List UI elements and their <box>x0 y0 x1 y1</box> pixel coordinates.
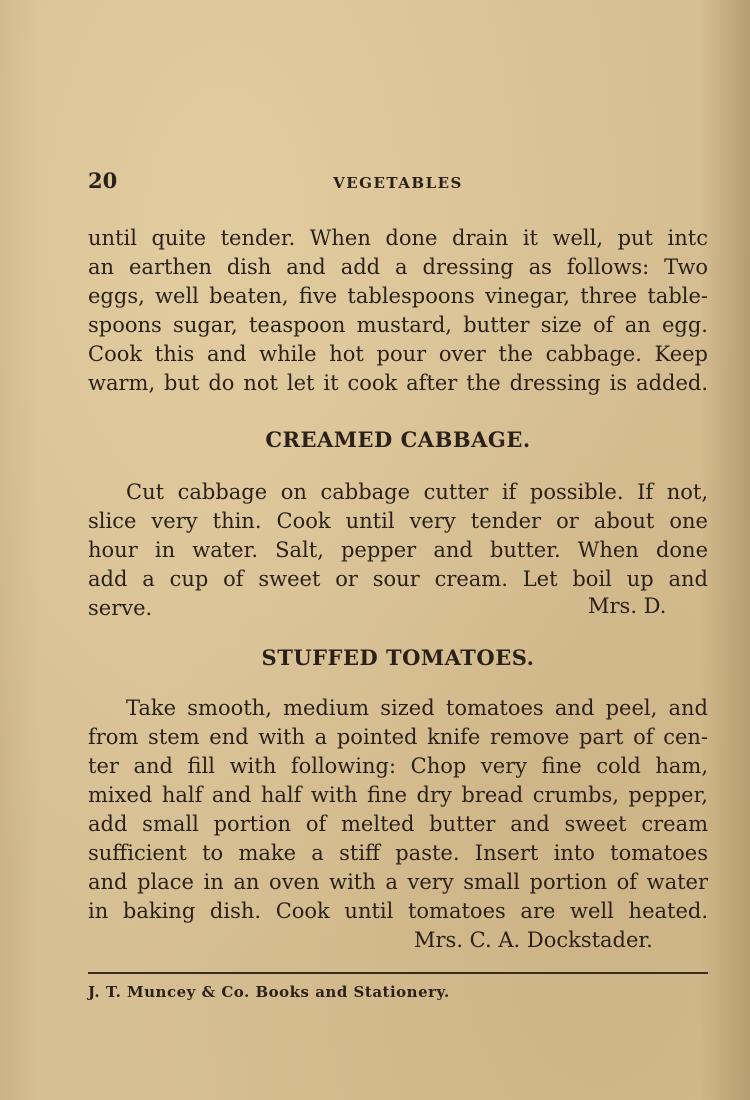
text-line: Cut cabbage on cabbage cutter if possible. If not, <box>126 480 708 504</box>
text-line: slice very thin. Cook until very tender or about one <box>88 509 708 533</box>
text-line: an earthen dish and add a dressing as follows: Two <box>88 255 708 279</box>
text-line: mixed half and half with fine dry bread crumbs, pepper, <box>88 783 708 807</box>
text-line: eggs, well beaten, five tablespoons vinegar, three table- <box>88 284 708 308</box>
text-line: warm, but do not let it cook after the dressing is added. <box>88 371 708 395</box>
footer-divider <box>88 972 708 974</box>
text-line: Take smooth, medium sized tomatoes and peel, and <box>126 696 708 720</box>
text-line: add a cup of sweet or sour cream. Let boil up and <box>88 567 708 591</box>
footer-advertisement: J. T. Muncey & Co. Books and Stationery. <box>88 983 450 1001</box>
running-head: VEGETABLES <box>333 174 463 192</box>
recipe-body-stuffed-tomatoes <box>88 694 708 926</box>
text-line: serve. <box>88 596 153 620</box>
page-header <box>88 168 708 196</box>
text-line: sufficient to make a stiff paste. Insert into tomatoes <box>88 841 708 865</box>
text-line: in baking dish. Cook until tomatoes are well heated. <box>88 899 708 923</box>
recipe-title-creamed-cabbage: CREAMED CABBAGE. <box>265 427 531 452</box>
text-line: ter and fill with following: Chop very fine cold ham, <box>88 754 708 778</box>
text-line: from stem end with a pointed knife remove part of cen- <box>88 725 708 749</box>
page-number: 20 <box>88 168 118 193</box>
signature-dockstader: Mrs. C. A. Dockstader. <box>414 928 653 952</box>
text-line: Cook this and while hot pour over the cabbage. Keep <box>88 342 708 366</box>
text-line: hour in water. Salt, pepper and butter. When done <box>88 538 708 562</box>
intro-paragraph <box>88 224 708 398</box>
text-line: and place in an oven with a very small portion of water <box>88 870 708 894</box>
signature-mrs-d: Mrs. D. <box>588 594 667 618</box>
text-line: spoons sugar, teaspoon mustard, butter size of an egg. <box>88 313 708 337</box>
text-line: add small portion of melted butter and sweet cream <box>88 812 708 836</box>
recipe-title-stuffed-tomatoes: STUFFED TOMATOES. <box>261 645 535 670</box>
text-line: until quite tender. When done drain it well, put intc <box>88 226 708 250</box>
